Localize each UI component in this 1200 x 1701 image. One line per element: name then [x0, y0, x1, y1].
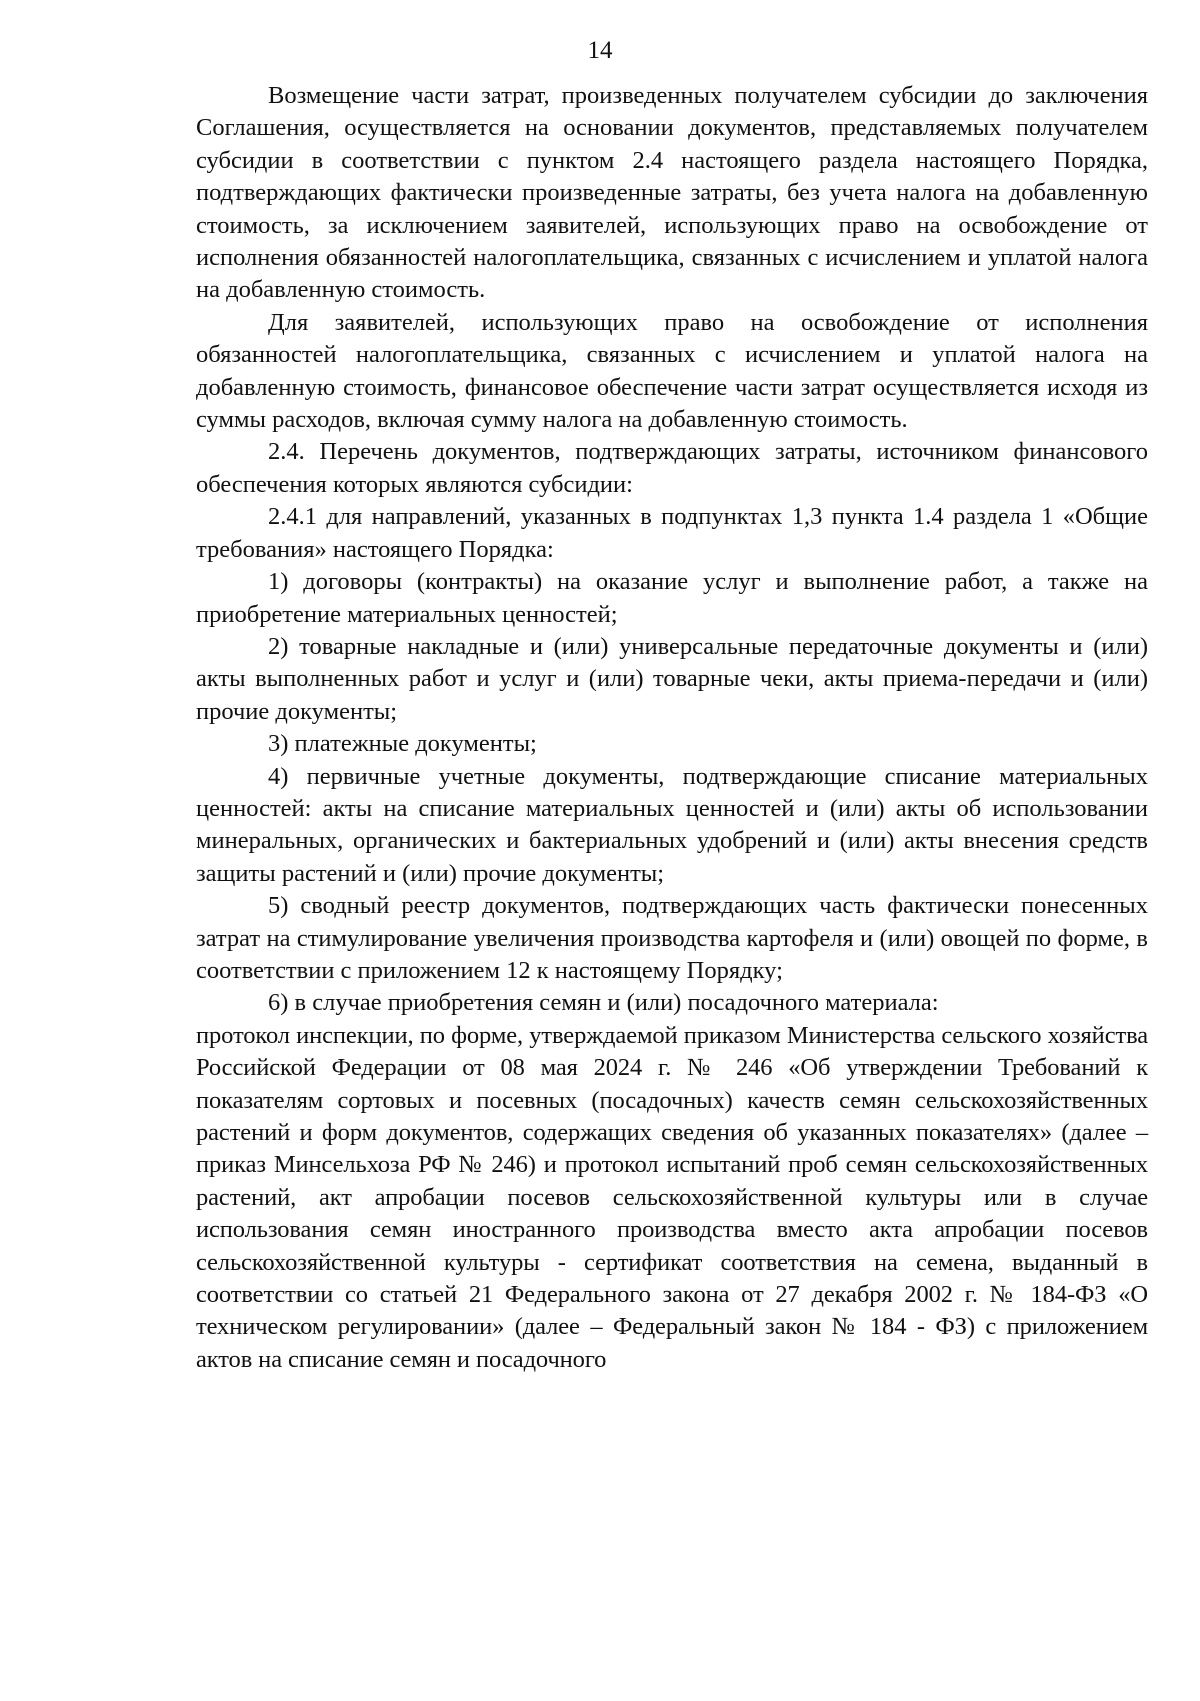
document-body	[196, 80, 1148, 1376]
paragraph-inspection-protocol: протокол инспекции, по форме, утверждаемой приказом Министерства сельского хозяйства Российской Федерации от 08 мая 2024 г. № 246 «Об утверждении Требований к показателям сортовых и посевных (посадочных) качеств семян сельскохозяйственных растений и форм документов, содержащих сведения об указанных показателях» (далее – приказ Минсельхоза РФ № 246) и протокол испытаний проб семян сельскохозяйственных растений, акт апробации посевов сельскохозяйственной культуры или в случае использования семян иностранного производства вместо акта апробации посевов сельскохозяйственной культуры - сертификат соответствия на семена, выданный в соответствии со статьей 21 Федерального закона от 27 декабря 2002 г. № 184-ФЗ «О техническом регулировании» (далее – Федеральный закон № 184 - ФЗ) с приложением актов на списание семян и посадочного	[196, 1021, 1148, 1373]
list-item-1-contracts: 1) договоры (контракты) на оказание услуг и выполнение работ, а также на приобретение материальных ценностей;	[196, 568, 1148, 628]
list-item-4-primary-docs: 4) первичные учетные документы, подтверждающие списание материальных ценностей: акты на списание материальных ценностей и (или) акты об использовании минеральных, органических и бактериальных удобрений и (или) акты внесения средств защиты растений и (или) прочие документы;	[196, 762, 1148, 887]
page-number: 14	[587, 37, 613, 64]
list-item-3-payments: 3) платежные документы;	[268, 730, 537, 758]
list-item-5-registry: 5) сводный реестр документов, подтверждающих часть фактически понесенных затрат на стимулирование увеличения производства картофеля и (или) овощей по форме, в соответствии с приложением 12 к настоящему Порядку;	[196, 892, 1148, 984]
paragraph-2-4-1: 2.4.1 для направлений, указанных в подпунктах 1,3 пункта 1.4 раздела 1 «Общие требования» настоящего Порядка:	[196, 503, 1148, 563]
paragraph-reimbursement: Возмещение части затрат, произведенных получателем субсидии до заключения Соглашения, осуществляется на основании документов, представляемых получателем субсидии в соответствии с пунктом 2.4 настоящего раздела настоящего Порядка, подтверждающих фактически произведенные затраты, без учета налога на добавленную стоимость, за исключением заявителей, использующих право на освобождение от исполнения обязанностей налогоплательщика, связанных с исчислением и уплатой налога на добавленную стоимость.	[196, 82, 1148, 304]
paragraph-vat-exempt: Для заявителей, использующих право на освобождение от исполнения обязанностей налогоплательщика, связанных с исчислением и уплатой налога на добавленную стоимость, финансовое обеспечение части затрат осуществляется исходя из суммы расходов, включая сумму налога на добавленную стоимость.	[196, 308, 1148, 434]
list-item-2-invoices: 2) товарные накладные и (или) универсальные передаточные документы и (или) акты выполненных работ и услуг и (или) товарные чеки, акты приема-передачи и (или) прочие документы;	[196, 632, 1148, 725]
paragraph-2-4-heading: 2.4. Перечень документов, подтверждающих затраты, источником финансового обеспечения которых являются субсидии:	[196, 438, 1148, 498]
list-item-6-seeds: 6) в случае приобретения семян и (или) посадочного материала:	[268, 989, 939, 1017]
